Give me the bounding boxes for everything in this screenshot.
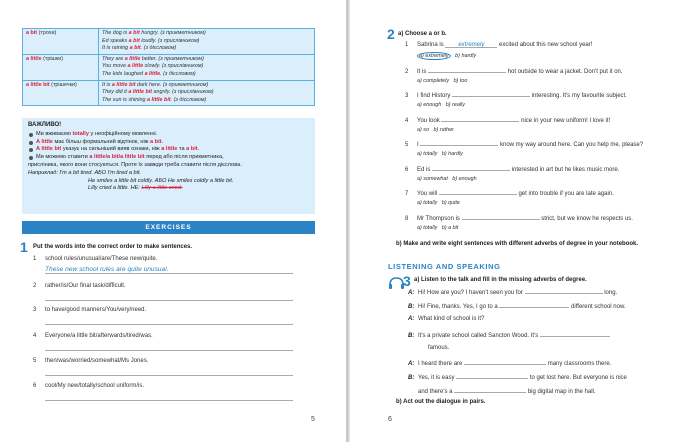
exercises-bar: EXERCISES <box>22 221 315 234</box>
book-gutter <box>347 0 350 442</box>
note-example-3: Lilly cried a little. НЕ: Lilly a little cried. <box>88 185 183 192</box>
dialogue-line: B: Hi! Fine, thanks. Yes, I go to a different school now. <box>408 304 626 311</box>
exercise-1-answer: These new school rules are quite unusual. <box>45 266 169 273</box>
option-b[interactable]: b) hardly <box>455 53 477 59</box>
answer-blank[interactable] <box>420 140 498 146</box>
option-a[interactable]: a) totally <box>417 224 438 231</box>
exercise-1-item: 1 school rules/unusual/are/These new/quite. <box>33 256 158 262</box>
grammar-example: It is raining a bit. (з дієсловом) <box>102 45 177 52</box>
answer-line[interactable] <box>45 273 293 274</box>
answer-line[interactable] <box>45 400 293 401</box>
option-b[interactable]: b) too <box>453 77 468 84</box>
answer-blank[interactable] <box>540 331 610 337</box>
grammar-key: a little bit (трішечки) <box>23 80 99 106</box>
answer-blank[interactable] <box>441 116 519 122</box>
grammar-example: You move a little slowly. (з прислівником) <box>102 63 204 70</box>
answer-blank[interactable] <box>456 373 528 379</box>
exercise-2-options <box>417 53 476 59</box>
answer-blank[interactable] <box>432 165 510 171</box>
exercise-2-options <box>417 176 477 182</box>
note-bullet-2: A little має більш формальний відтінок, ніж a bit. <box>28 139 309 147</box>
exercise-1-item: 3 to have/good manners/You/very/need. <box>33 307 147 313</box>
grammar-key: a little (трішки) <box>23 54 99 80</box>
dialogue-line: A: What kind of school is it? <box>408 316 485 323</box>
exercise-2-item: 4 You look nice in your new uniform! I love it! <box>405 117 611 124</box>
exercise-1-item: 4 Everyone/a little bit/afterwards/tired/was. <box>33 333 153 339</box>
note-bullet-4: Ми можемо ставити a little/a bit/a little bit перед або після прикметника, <box>28 154 309 162</box>
dialogue-line: and there's a big digital map in the hall. <box>418 389 596 396</box>
option-b[interactable]: b) a bit <box>441 224 459 231</box>
dialogue-line: A: Hi! How are you? I haven't seen you for long. <box>408 290 618 296</box>
grammar-key: a bit (трохи) <box>23 29 99 55</box>
option-b[interactable]: b) really <box>445 102 465 108</box>
option-a[interactable]: a) so <box>417 126 429 133</box>
answer-line[interactable] <box>45 324 293 325</box>
exercise-2-number: 2 <box>387 26 395 42</box>
exercise-2-options <box>417 102 465 108</box>
grammar-row <box>23 80 315 106</box>
option-b[interactable]: b) quite <box>441 200 460 206</box>
exercise-1-item: 6 cool/My new/totally/school uniform/is. <box>33 383 145 389</box>
dialogue-line: A: I heard there are many classrooms there. <box>408 361 612 367</box>
exercise-2-options <box>417 225 458 231</box>
exercise-2-item: 2 It is hot outside to wear a jacket. Don't put it on. <box>405 68 623 75</box>
filled-answer[interactable]: extremely <box>445 42 497 48</box>
note-title: ВАЖЛИВО! <box>28 122 62 128</box>
grammar-example: It is a little bit dark here. (з прикметником) <box>102 81 209 88</box>
option-b[interactable]: b) enough <box>452 175 477 182</box>
page-number-right: 6 <box>388 416 392 423</box>
exercise-1-instruction: Put the words into the correct order to make sentences. <box>33 244 193 250</box>
exercise-3b-instruction: b) Act out the dialogue in pairs. <box>396 399 486 405</box>
page-number-left: 5 <box>311 416 315 423</box>
answer-blank[interactable] <box>525 288 603 294</box>
answer-blank[interactable] <box>499 302 569 308</box>
exercise-2-item: 5 I know my way around here. Can you help me, please? <box>405 142 644 148</box>
answer-blank[interactable] <box>464 359 546 365</box>
grammar-table <box>22 28 315 106</box>
exercise-2a-instruction: a) Choose a or b. <box>398 31 447 37</box>
listening-speaking-heading: LISTENING AND SPEAKING <box>388 262 501 271</box>
grammar-example: The sun is shining a little bit. (з дієсловом) <box>102 96 207 103</box>
exercise-2-item: 7 You will get into trouble if you are late again. <box>405 191 614 197</box>
dialogue-line: B: It's a private school called Sancton Wood. It's <box>408 331 610 339</box>
exercise-1-item: 5 then/was/worried/somewhat/Ms Jones. <box>33 358 149 364</box>
note-bullet-3: A little bit указує на сильніший вияв ознаки, ніж a little та a bit. <box>28 146 309 154</box>
grammar-row <box>23 29 315 55</box>
option-a[interactable]: a) somewhat <box>417 175 448 182</box>
option-a[interactable]: a) totally <box>417 151 438 157</box>
answer-line[interactable] <box>45 375 293 376</box>
option-a[interactable]: a) completely <box>417 77 450 84</box>
grammar-examples <box>99 29 315 55</box>
note-bullet-4-cont: присліника, якого вони стосуються. Проте їх завжди треба ставити після дієслова. <box>28 161 242 168</box>
dialogue-line: B: Yes, it is easy to get lost here. But everyone is nice <box>408 375 627 382</box>
answer-blank[interactable] <box>439 189 517 195</box>
answer-blank[interactable] <box>462 214 540 220</box>
grammar-example: They did it a little bit angrily. (з прислівником) <box>102 89 214 96</box>
answer-line[interactable] <box>45 350 293 351</box>
exercise-2-item: 6 Ed is interested in art but he likes music more. <box>405 166 620 173</box>
exercise-1-number: 1 <box>20 239 28 255</box>
answer-blank[interactable] <box>428 67 506 73</box>
note-example-2: He smiles a little bit coldly. АБО He smiles coldly a little bit. <box>88 177 234 184</box>
important-note <box>22 118 315 214</box>
exercise-2-item: 8 Mr Thompson is strict, but we know he respects us. <box>405 215 633 222</box>
grammar-row <box>23 54 315 80</box>
dialogue-line: famous. <box>428 344 450 351</box>
answer-blank[interactable] <box>454 387 526 393</box>
exercise-2-options <box>417 200 460 206</box>
option-b[interactable]: b) rather <box>433 126 454 133</box>
option-a[interactable]: a) extremely <box>419 53 449 59</box>
grammar-examples <box>99 80 315 106</box>
option-a[interactable]: a) enough <box>417 102 442 108</box>
option-b[interactable]: b) hardly <box>441 151 463 157</box>
grammar-example: The kids laughed a little. (з дієсловом) <box>102 70 196 77</box>
grammar-example: They are a little better. (з прикметником) <box>102 55 204 62</box>
option-a[interactable]: a) totally <box>417 200 438 206</box>
exercise-3a-instruction: a) Listen to the talk and fill in the missing adverbs of degree. <box>414 277 587 283</box>
note-bullet-1: Ми вживаємо totally у неофіційному мовленні. <box>28 131 309 139</box>
exercise-2-options <box>417 78 467 84</box>
exercise-2-item: 1 Sabrina is extremely excited about this new school year! <box>405 42 593 48</box>
answer-blank[interactable] <box>452 91 530 97</box>
exercise-2-item: 3 I find History interesting. It's my favourite subject. <box>405 93 627 99</box>
exercise-2-options <box>417 127 454 133</box>
grammar-example: Ed speaks a bit loudly. (з прислівником) <box>102 37 200 44</box>
answer-line[interactable] <box>45 300 293 301</box>
exercise-2b-instruction: b) Make and write eight sentences with different adverbs of degree in your notebook. <box>396 241 639 247</box>
grammar-examples <box>99 54 315 80</box>
grammar-example: The dog is a bit hungry. (з прикметником) <box>102 30 206 36</box>
note-example-1: Наприклад: I'm a bit tired. АБО I'm tired a bit. <box>28 169 142 176</box>
exercise-1-item: 2 rather/is/Our final task/difficult. <box>33 283 126 289</box>
exercise-3-number: 3 <box>403 273 411 289</box>
exercise-2-options <box>417 151 463 157</box>
